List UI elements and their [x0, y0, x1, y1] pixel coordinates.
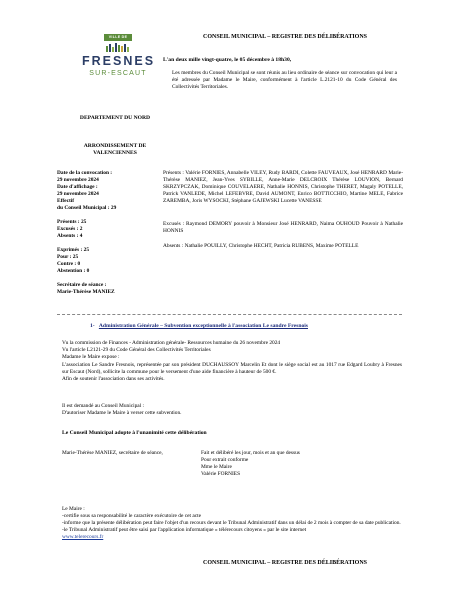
meeting-intro: Les membres du Conseil Municipal se sont réunis au lieu ordinaire de séance sur convocation qui leur a été adressée par Madame le Maire, conformément à l'article L.2121-10 du Code Général des Collectivités Territoriales. — [172, 70, 397, 90]
section-title: Administration Générale – Subvention exceptionnelle à l'association Le sandre Fresnois — [98, 323, 308, 329]
absents-list: Absents : Nathalie POUILLY, Christophe HECHT, Patricia RUBENS, Maxime POTELLE — [163, 243, 359, 249]
meeting-date-line: L'an deux mille vingt-quatre, le 05 décembre à 18h30, — [163, 57, 292, 63]
deliberation-request — [62, 403, 402, 417]
convocation-label: Date de la convocation : — [57, 170, 113, 176]
excuses-list: Excusés : Raymond DEMORY pouvoir à Monsieur José HENRARD, Naima OUHOUD Pouvoir à Nathalie HONNIS — [163, 221, 403, 234]
town-logo — [82, 34, 154, 88]
convocation-date: 29 novembre 2024 — [57, 177, 99, 183]
presents-list: Présents : Valérie FORNIES, Annabelle VILEY, Rudy BARDI, Colette FAUVEAUX, José HENRARD Marie-Thérèse MANIEZ, Jean-Yves SYBILLE, Anne-Marie DELCROIX Thérèse LOUVION, Bernard SKRZYPCZAK, Dominique COUVELAERE, Nathalie HONNIS, Christophe THERET, Magaly POTELLE, Patrick VANLEDE, Michel LEFEBVRE, David AUMONT, Enrico BOTTICCHIO, Martine MELE, Fabrice ZAREMBA, Joris WYSOCKI, Stéphane GAJEWSKI Lucette VANESSE — [163, 170, 403, 204]
telerecours-link[interactable]: www.telerecours.fr — [62, 534, 104, 540]
body-line-2: Vu l'article L2121-29 du Code Général des Collectivités Territoriales — [62, 347, 211, 354]
arrondissement-label: ARRONDISSEMENT DE VALENCIENNES — [83, 143, 147, 156]
mayor-signature-block — [201, 450, 381, 478]
pour-count: Pour : 25 — [57, 254, 79, 260]
signature-line-2: Pour extrait conforme — [201, 457, 249, 463]
excuses-count: Excusés : 2 — [57, 226, 83, 232]
logo-name: FRESNES — [82, 54, 156, 68]
maire-line-3: -informe que la présente délibération peut faire l'objet d'un recours devant le Tribunal Administratif dans un délai de 2 mois à compter de sa date publication. — [62, 520, 401, 526]
abstention-count: Abstention : 0 — [57, 268, 90, 274]
mayor-certification — [62, 506, 402, 541]
adoption-statement: Le Conseil Municipal adopte à l'unanimité cette délibération — [62, 430, 207, 436]
logo-bars-graphic — [106, 43, 129, 52]
section-number: 1- — [90, 323, 95, 329]
conseil-count: du Conseil Municipal : 29 — [57, 205, 117, 211]
secretary-signature: Marie-Thérèse MANIEZ, secrétaire de séance, — [62, 450, 163, 456]
signature-line-1: Fait et délibéré les jour, mois et an que dessus — [201, 450, 300, 456]
body-line-7: D'autoriser Madame le Maire à verser cette subvention. — [62, 410, 182, 416]
body-line-4: L'association Le Sandre Fresnois, représentée par son président DUCHAUSSOY Marcelin Et dont le siège social est au 1017 rue Edgard Loubry à Fresnes sur Escaut (Nord), sollicite la commune pour le versement d'une aide financière à hauteur de 500 €. — [62, 361, 402, 375]
meeting-stats — [57, 170, 157, 296]
deliberation-body — [62, 340, 402, 383]
affichage-label: Date d'affichage : — [57, 184, 98, 190]
maire-line-1: Le Maire : — [62, 506, 85, 512]
signature-line-3: Mme le Maire — [201, 464, 232, 470]
signature-line-4: Valérie FORNIES — [201, 471, 241, 477]
contre-count: Contre : 0 — [57, 261, 81, 267]
body-line-6: Il est demandé au Conseil Municipal : — [62, 403, 145, 409]
absents-count: Absents : 4 — [57, 233, 83, 239]
register-title-top: CONSEIL MUNICIPAL – REGISTRE DES DÉLIBÉRATIONS — [203, 34, 367, 40]
secretaire-name: Marie-Thérèse MANIEZ — [57, 289, 115, 295]
affichage-date: 29 novembre 2024 — [57, 191, 99, 197]
register-title-bottom: CONSEIL MUNICIPAL – REGISTRE DES DÉLIBÉRATIONS — [203, 560, 367, 566]
secretaire-label: Secrétaire de séance : — [57, 282, 107, 288]
section-divider — [57, 314, 402, 315]
exprimes-count: Exprimés : 25 — [57, 247, 90, 253]
body-line-5: Afin de soutenir l'association dans ses activités. — [62, 376, 165, 383]
body-line-3: Madame le Maire expose : — [62, 354, 120, 361]
logo-top-label: VILLE DE — [104, 34, 132, 41]
presents-count: Présents : 25 — [57, 219, 87, 225]
maire-line-2: -certifie sous sa responsabilité le caractère exécutoire de cet acte — [62, 513, 202, 519]
logo-subtitle: SUR-ESCAUT — [89, 70, 147, 77]
effectif-label: Effectif — [57, 198, 75, 204]
section-heading — [90, 323, 410, 329]
department-label: DEPARTEMENT DU NORD — [79, 115, 151, 121]
maire-line-4: -le Tribunal Administratif peut être saisi par l'application informatique « télérecours citoyens » par le site internet — [62, 527, 307, 533]
body-line-1: Vu la commission de Finances - Administration générale- Ressources humaine du 26 novembre 2024 — [62, 340, 281, 346]
